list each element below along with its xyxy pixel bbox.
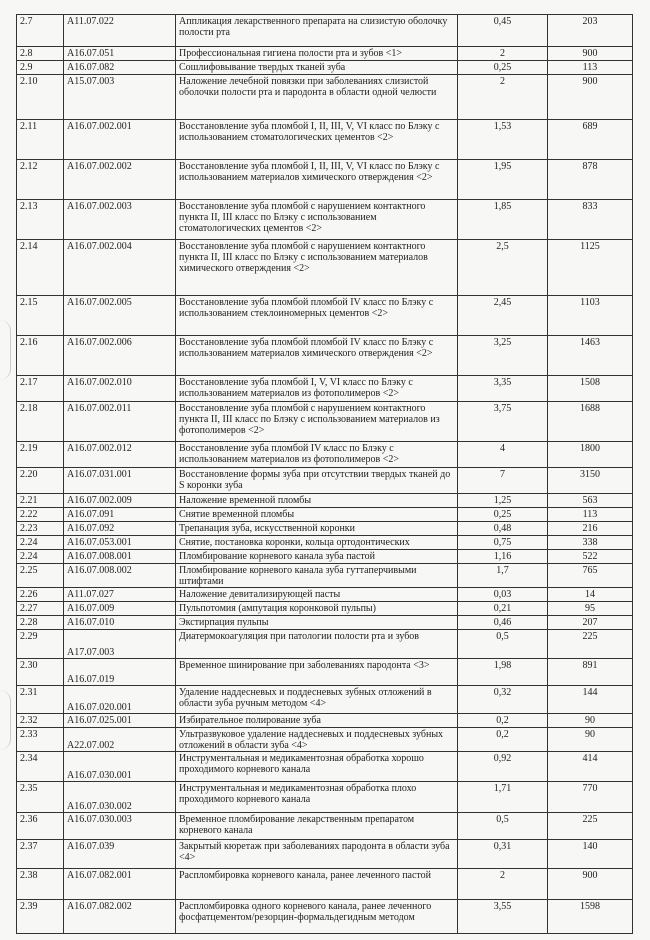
service-name: Восстановление зуба пломбой I, II, III, V, VI класс по Блэку с использованием стоматологических цементов <2> — [176, 120, 458, 160]
price-value: 14 — [548, 588, 633, 602]
uet-value: 1,71 — [458, 782, 548, 813]
service-name: Распломбировка одного корневого канала, ранее леченного фосфатцементом/резорцин-формальдегидным методом — [176, 900, 458, 934]
service-code: A16.07.030.001 — [64, 752, 176, 782]
uet-value: 0,32 — [458, 686, 548, 714]
table-row — [17, 468, 633, 494]
price-value: 1598 — [548, 900, 633, 934]
service-name: Снятие временной пломбы — [176, 508, 458, 522]
service-name: Наложение девитализирующей пасты — [176, 588, 458, 602]
price-value: 113 — [548, 508, 633, 522]
uet-value: 1,85 — [458, 200, 548, 240]
service-code: A16.07.002.003 — [64, 200, 176, 240]
uet-value: 0,46 — [458, 616, 548, 630]
service-code: A16.07.002.004 — [64, 240, 176, 296]
table-row — [17, 120, 633, 160]
service-name: Аппликация лекарственного препарата на слизистую оболочку полости рта — [176, 15, 458, 47]
service-code: A15.07.003 — [64, 75, 176, 120]
table-row — [17, 659, 633, 686]
table-row — [17, 442, 633, 468]
price-value: 3150 — [548, 468, 633, 494]
row-number: 2.14 — [17, 240, 64, 296]
service-code: A16.07.092 — [64, 522, 176, 536]
table-row — [17, 782, 633, 813]
service-name: Восстановление формы зуба при отсутствии твердых тканей до S коронки зуба — [176, 468, 458, 494]
service-code: A16.07.002.002 — [64, 160, 176, 200]
service-name: Снятие, постановка коронки, кольца ортодонтических — [176, 536, 458, 550]
service-code: A16.07.002.001 — [64, 120, 176, 160]
uet-value: 0,25 — [458, 508, 548, 522]
price-value: 1508 — [548, 376, 633, 402]
row-number: 2.39 — [17, 900, 64, 934]
service-code: A16.07.030.002 — [64, 782, 176, 813]
price-value: 1125 — [548, 240, 633, 296]
uet-value: 0,92 — [458, 752, 548, 782]
uet-value: 0,31 — [458, 840, 548, 869]
uet-value: 1,7 — [458, 564, 548, 588]
price-value: 338 — [548, 536, 633, 550]
table-row — [17, 630, 633, 659]
price-value: 1463 — [548, 336, 633, 376]
uet-value: 1,25 — [458, 494, 548, 508]
service-name: Сошлифовывание твердых тканей зуба — [176, 61, 458, 75]
service-code: A16.07.082 — [64, 61, 176, 75]
table-row — [17, 240, 633, 296]
service-name: Временное пломбирование лекарственным препаратом корневого канала — [176, 813, 458, 840]
price-value: 833 — [548, 200, 633, 240]
uet-value: 7 — [458, 468, 548, 494]
row-number: 2.23 — [17, 522, 64, 536]
service-code: A16.07.019 — [64, 659, 176, 686]
table-row — [17, 550, 633, 564]
uet-value: 2,45 — [458, 296, 548, 336]
uet-value: 1,98 — [458, 659, 548, 686]
service-code: A16.07.053.001 — [64, 536, 176, 550]
service-code: A22.07.002 — [64, 728, 176, 752]
uet-value: 3,35 — [458, 376, 548, 402]
uet-value: 0,25 — [458, 61, 548, 75]
price-value: 1103 — [548, 296, 633, 336]
service-name: Диатермокоагуляция при патологии полости рта и зубов — [176, 630, 458, 659]
uet-value: 0,03 — [458, 588, 548, 602]
uet-value: 0,45 — [458, 15, 548, 47]
service-code: A16.07.031.001 — [64, 468, 176, 494]
row-number: 2.12 — [17, 160, 64, 200]
price-value: 95 — [548, 602, 633, 616]
price-value: 225 — [548, 630, 633, 659]
service-code: A16.07.002.010 — [64, 376, 176, 402]
service-name: Восстановление зуба пломбой с нарушением контактного пункта II, III класс по Блэку с использованием материалов химического отверждения <2> — [176, 240, 458, 296]
row-number: 2.29 — [17, 630, 64, 659]
price-value: 900 — [548, 75, 633, 120]
service-code: A16.07.010 — [64, 616, 176, 630]
uet-value: 2 — [458, 869, 548, 900]
service-code: A16.07.025.001 — [64, 714, 176, 728]
price-value: 689 — [548, 120, 633, 160]
table-row — [17, 376, 633, 402]
price-value: 203 — [548, 15, 633, 47]
table-row — [17, 616, 633, 630]
table-row — [17, 200, 633, 240]
uet-value: 2 — [458, 75, 548, 120]
uet-value: 1,53 — [458, 120, 548, 160]
page-edge-mark — [0, 690, 11, 750]
table-row — [17, 75, 633, 120]
row-number: 2.13 — [17, 200, 64, 240]
service-code: A16.07.008.002 — [64, 564, 176, 588]
price-value: 144 — [548, 686, 633, 714]
row-number: 2.24 — [17, 550, 64, 564]
service-code: A16.07.082.001 — [64, 869, 176, 900]
service-name: Восстановление зуба пломбой с нарушением контактного пункта II, III класс по Блэку с использованием материалов из фотополимеров <2> — [176, 402, 458, 442]
uet-value: 2 — [458, 47, 548, 61]
row-number: 2.37 — [17, 840, 64, 869]
service-name: Инструментальная и медикаментозная обработка плохо проходимого корневого канала — [176, 782, 458, 813]
uet-value: 0,5 — [458, 630, 548, 659]
service-name: Временное шинирование при заболеваниях пародонта <3> — [176, 659, 458, 686]
price-value: 207 — [548, 616, 633, 630]
table-row — [17, 564, 633, 588]
price-value: 900 — [548, 869, 633, 900]
service-name: Удаление наддесневых и поддесневых зубных отложений в области зуба ручным методом <4> — [176, 686, 458, 714]
service-code: A16.07.051 — [64, 47, 176, 61]
price-table-body — [17, 15, 633, 934]
service-name: Экстирпация пульпы — [176, 616, 458, 630]
row-number: 2.27 — [17, 602, 64, 616]
uet-value: 0,48 — [458, 522, 548, 536]
service-code: A16.07.082.002 — [64, 900, 176, 934]
row-number: 2.21 — [17, 494, 64, 508]
row-number: 2.36 — [17, 813, 64, 840]
uet-value: 2,5 — [458, 240, 548, 296]
uet-value: 1,16 — [458, 550, 548, 564]
price-value: 414 — [548, 752, 633, 782]
service-code: A11.07.022 — [64, 15, 176, 47]
table-row — [17, 15, 633, 47]
uet-value: 0,2 — [458, 728, 548, 752]
price-value: 765 — [548, 564, 633, 588]
table-row — [17, 536, 633, 550]
table-row — [17, 840, 633, 869]
service-name: Избирательное полирование зуба — [176, 714, 458, 728]
row-number: 2.15 — [17, 296, 64, 336]
price-value: 113 — [548, 61, 633, 75]
table-row — [17, 588, 633, 602]
row-number: 2.38 — [17, 869, 64, 900]
price-value: 1800 — [548, 442, 633, 468]
uet-value: 0,75 — [458, 536, 548, 550]
service-name: Ультразвуковое удаление наддесневых и поддесневых зубных отложений в области зуба <4> — [176, 728, 458, 752]
service-code: A16.07.002.005 — [64, 296, 176, 336]
service-code: A16.07.009 — [64, 602, 176, 616]
row-number: 2.22 — [17, 508, 64, 522]
service-code: A16.07.008.001 — [64, 550, 176, 564]
row-number: 2.7 — [17, 15, 64, 47]
table-row — [17, 869, 633, 900]
price-value: 1688 — [548, 402, 633, 442]
uet-value: 0,21 — [458, 602, 548, 616]
price-value: 216 — [548, 522, 633, 536]
row-number: 2.11 — [17, 120, 64, 160]
service-name: Пульпотомия (ампутация коронковой пульпы) — [176, 602, 458, 616]
table-row — [17, 900, 633, 934]
row-number: 2.28 — [17, 616, 64, 630]
service-code: A16.07.002.009 — [64, 494, 176, 508]
row-number: 2.33 — [17, 728, 64, 752]
row-number: 2.30 — [17, 659, 64, 686]
row-number: 2.18 — [17, 402, 64, 442]
row-number: 2.32 — [17, 714, 64, 728]
price-table — [16, 14, 633, 934]
service-name: Восстановление зуба пломбой IV класс по Блэку с использованием материалов из фотополимеров <2> — [176, 442, 458, 468]
service-name: Пломбирование корневого канала зуба гуттаперчивыми штифтами — [176, 564, 458, 588]
table-row — [17, 508, 633, 522]
service-name: Профессиональная гигиена полости рта и зубов <1> — [176, 47, 458, 61]
price-value: 891 — [548, 659, 633, 686]
service-code: A16.07.030.003 — [64, 813, 176, 840]
table-row — [17, 61, 633, 75]
service-code: A16.07.020.001 — [64, 686, 176, 714]
row-number: 2.16 — [17, 336, 64, 376]
table-row — [17, 728, 633, 752]
price-value: 563 — [548, 494, 633, 508]
table-row — [17, 402, 633, 442]
service-name: Пломбирование корневого канала зуба пастой — [176, 550, 458, 564]
service-name: Инструментальная и медикаментозная обработка хорошо проходимого корневого канала — [176, 752, 458, 782]
row-number: 2.34 — [17, 752, 64, 782]
price-value: 900 — [548, 47, 633, 61]
price-value: 90 — [548, 714, 633, 728]
uet-value: 0,5 — [458, 813, 548, 840]
service-code: A16.07.002.012 — [64, 442, 176, 468]
row-number: 2.24 — [17, 536, 64, 550]
row-number: 2.20 — [17, 468, 64, 494]
table-row — [17, 686, 633, 714]
service-code: A16.07.002.011 — [64, 402, 176, 442]
table-row — [17, 813, 633, 840]
service-name: Восстановление зуба пломбой I, V, VI класс по Блэку с использованием материалов из фотополимеров <2> — [176, 376, 458, 402]
service-name: Восстановление зуба пломбой I, II, III, V, VI класс по Блэку с использованием материалов химического отверждения <2> — [176, 160, 458, 200]
row-number: 2.35 — [17, 782, 64, 813]
uet-value: 3,55 — [458, 900, 548, 934]
table-row — [17, 494, 633, 508]
uet-value: 0,2 — [458, 714, 548, 728]
row-number: 2.26 — [17, 588, 64, 602]
table-row — [17, 714, 633, 728]
service-code: A17.07.003 — [64, 630, 176, 659]
uet-value: 4 — [458, 442, 548, 468]
service-name: Восстановление зуба пломбой с нарушением контактного пункта II, III класс по Блэку с использованием стоматологических цементов <2> — [176, 200, 458, 240]
service-name: Восстановление зуба пломбой пломбой IV класс по Блэку с использованием стеклоиномерных цементов <2> — [176, 296, 458, 336]
uet-value: 3,25 — [458, 336, 548, 376]
uet-value: 3,75 — [458, 402, 548, 442]
price-value: 878 — [548, 160, 633, 200]
table-row — [17, 336, 633, 376]
row-number: 2.17 — [17, 376, 64, 402]
service-code: A11.07.027 — [64, 588, 176, 602]
price-value: 522 — [548, 550, 633, 564]
service-name: Закрытый кюретаж при заболеваниях пародонта в области зуба <4> — [176, 840, 458, 869]
table-row — [17, 522, 633, 536]
service-name: Распломбировка корневого канала, ранее леченного пастой — [176, 869, 458, 900]
table-row — [17, 602, 633, 616]
service-code: A16.07.039 — [64, 840, 176, 869]
row-number: 2.9 — [17, 61, 64, 75]
table-row — [17, 296, 633, 336]
table-row — [17, 47, 633, 61]
row-number: 2.19 — [17, 442, 64, 468]
service-name: Наложение лечебной повязки при заболеваниях слизистой оболочки полости рта и пародонта в области одной челюсти — [176, 75, 458, 120]
row-number: 2.31 — [17, 686, 64, 714]
price-value: 140 — [548, 840, 633, 869]
row-number: 2.10 — [17, 75, 64, 120]
service-name: Наложение временной пломбы — [176, 494, 458, 508]
service-code: A16.07.091 — [64, 508, 176, 522]
service-code: A16.07.002.006 — [64, 336, 176, 376]
service-name: Трепанация зуба, искусственной коронки — [176, 522, 458, 536]
price-value: 770 — [548, 782, 633, 813]
price-value: 225 — [548, 813, 633, 840]
row-number: 2.8 — [17, 47, 64, 61]
row-number: 2.25 — [17, 564, 64, 588]
table-row — [17, 160, 633, 200]
uet-value: 1,95 — [458, 160, 548, 200]
page-edge-mark — [0, 320, 11, 380]
service-name: Восстановление зуба пломбой пломбой IV класс по Блэку с использованием материалов химического отверждения <2> — [176, 336, 458, 376]
table-row — [17, 752, 633, 782]
price-value: 90 — [548, 728, 633, 752]
